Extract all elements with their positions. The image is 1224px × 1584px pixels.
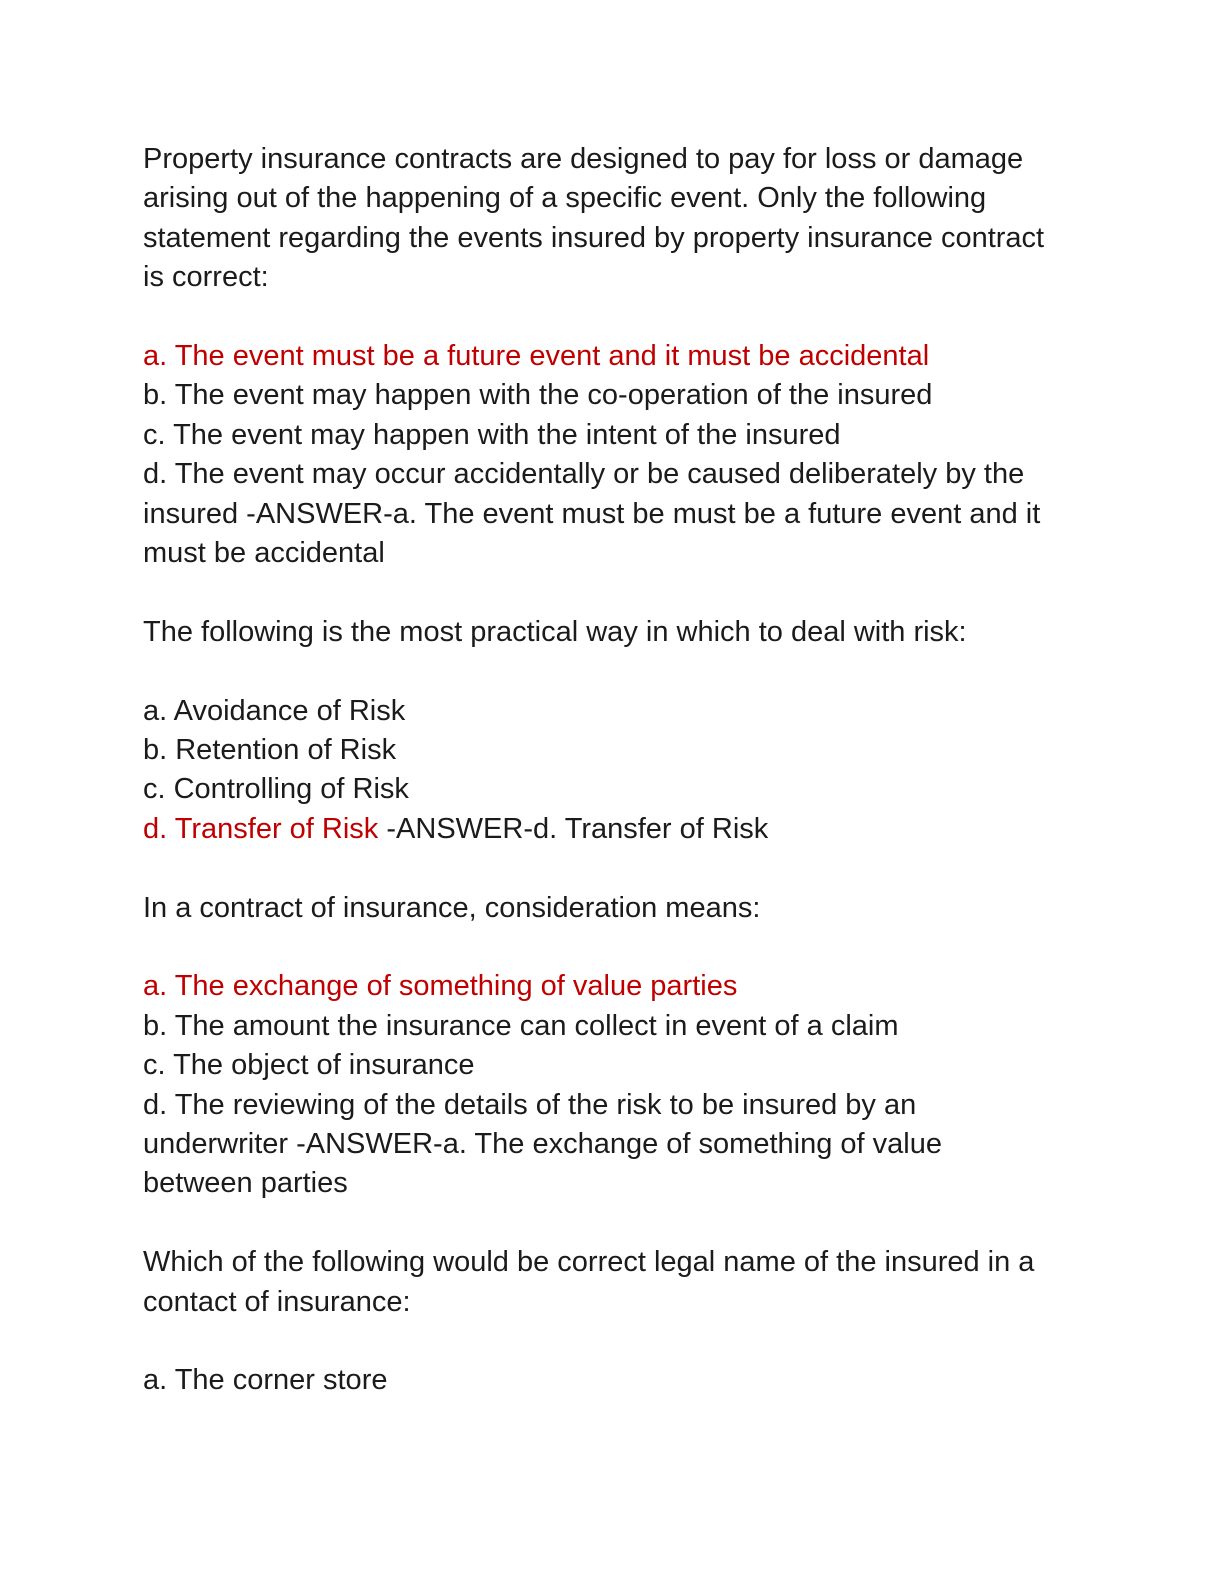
spacer (143, 1322, 1103, 1361)
question-2-option-d-highlighted: d. Transfer of Risk (143, 812, 379, 845)
question-1-text-line-1: Property insurance contracts are designed to pay for loss or damage (143, 143, 1024, 175)
question-4-option-a: a. The corner store (143, 1364, 388, 1397)
document-page (143, 140, 1103, 1401)
question-1 (143, 140, 1103, 573)
question-2 (143, 613, 1103, 849)
question-4 (143, 1243, 1103, 1401)
question-2-option-b: b. Retention of Risk (143, 734, 397, 767)
spacer (143, 652, 1103, 691)
spacer (143, 849, 1103, 888)
question-4-text-line-2: contact of insurance: (143, 1285, 411, 1318)
question-1-text-line-2: arising out of the happening of a specific event. Only the following (143, 182, 987, 215)
question-1-option-a-highlighted: a. The event must be a future event and it must be accidental (143, 340, 930, 373)
question-2-option-c: c. Controlling of Risk (143, 773, 409, 806)
question-3-option-b: b. The amount the insurance can collect in event of a claim (143, 1009, 899, 1042)
question-3 (143, 889, 1103, 1204)
question-3-option-a-highlighted: a. The exchange of something of value parties (143, 970, 738, 1003)
question-2-option-d-row (143, 810, 1103, 849)
question-3-option-c: c. The object of insurance (143, 1049, 475, 1082)
question-4-text-line-1: Which of the following would be correct legal name of the insured in a (143, 1246, 1035, 1279)
spacer (143, 573, 1103, 612)
question-3-text: In a contract of insurance, consideration means: (143, 891, 761, 924)
question-1-text-line-3: statement regarding the events insured by property insurance contract (143, 221, 1045, 254)
question-1-answer-line-1: insured -ANSWER-a. The event must be must be a future event and it (143, 497, 1041, 530)
spacer (143, 298, 1103, 337)
question-3-answer-line-2: between parties (143, 1167, 348, 1200)
question-1-text-line-4: is correct: (143, 261, 269, 294)
spacer (143, 928, 1103, 967)
spacer (143, 1204, 1103, 1243)
question-1-answer-line-2: must be accidental (143, 537, 385, 570)
question-1-option-d-line-1: d. The event may occur accidentally or be caused deliberately by the (143, 458, 1025, 491)
question-1-option-b: b. The event may happen with the co-operation of the insured (143, 379, 933, 412)
question-2-text: The following is the most practical way in which to deal with risk: (143, 615, 967, 648)
question-2-answer: -ANSWER-d. Transfer of Risk (378, 812, 769, 845)
question-3-answer-line-1: underwriter -ANSWER-a. The exchange of something of value (143, 1128, 942, 1161)
question-2-option-a: a. Avoidance of Risk (143, 694, 406, 727)
question-1-option-c: c. The event may happen with the intent of the insured (143, 418, 841, 451)
question-3-option-d-line-1: d. The reviewing of the details of the risk to be insured by an (143, 1088, 917, 1121)
